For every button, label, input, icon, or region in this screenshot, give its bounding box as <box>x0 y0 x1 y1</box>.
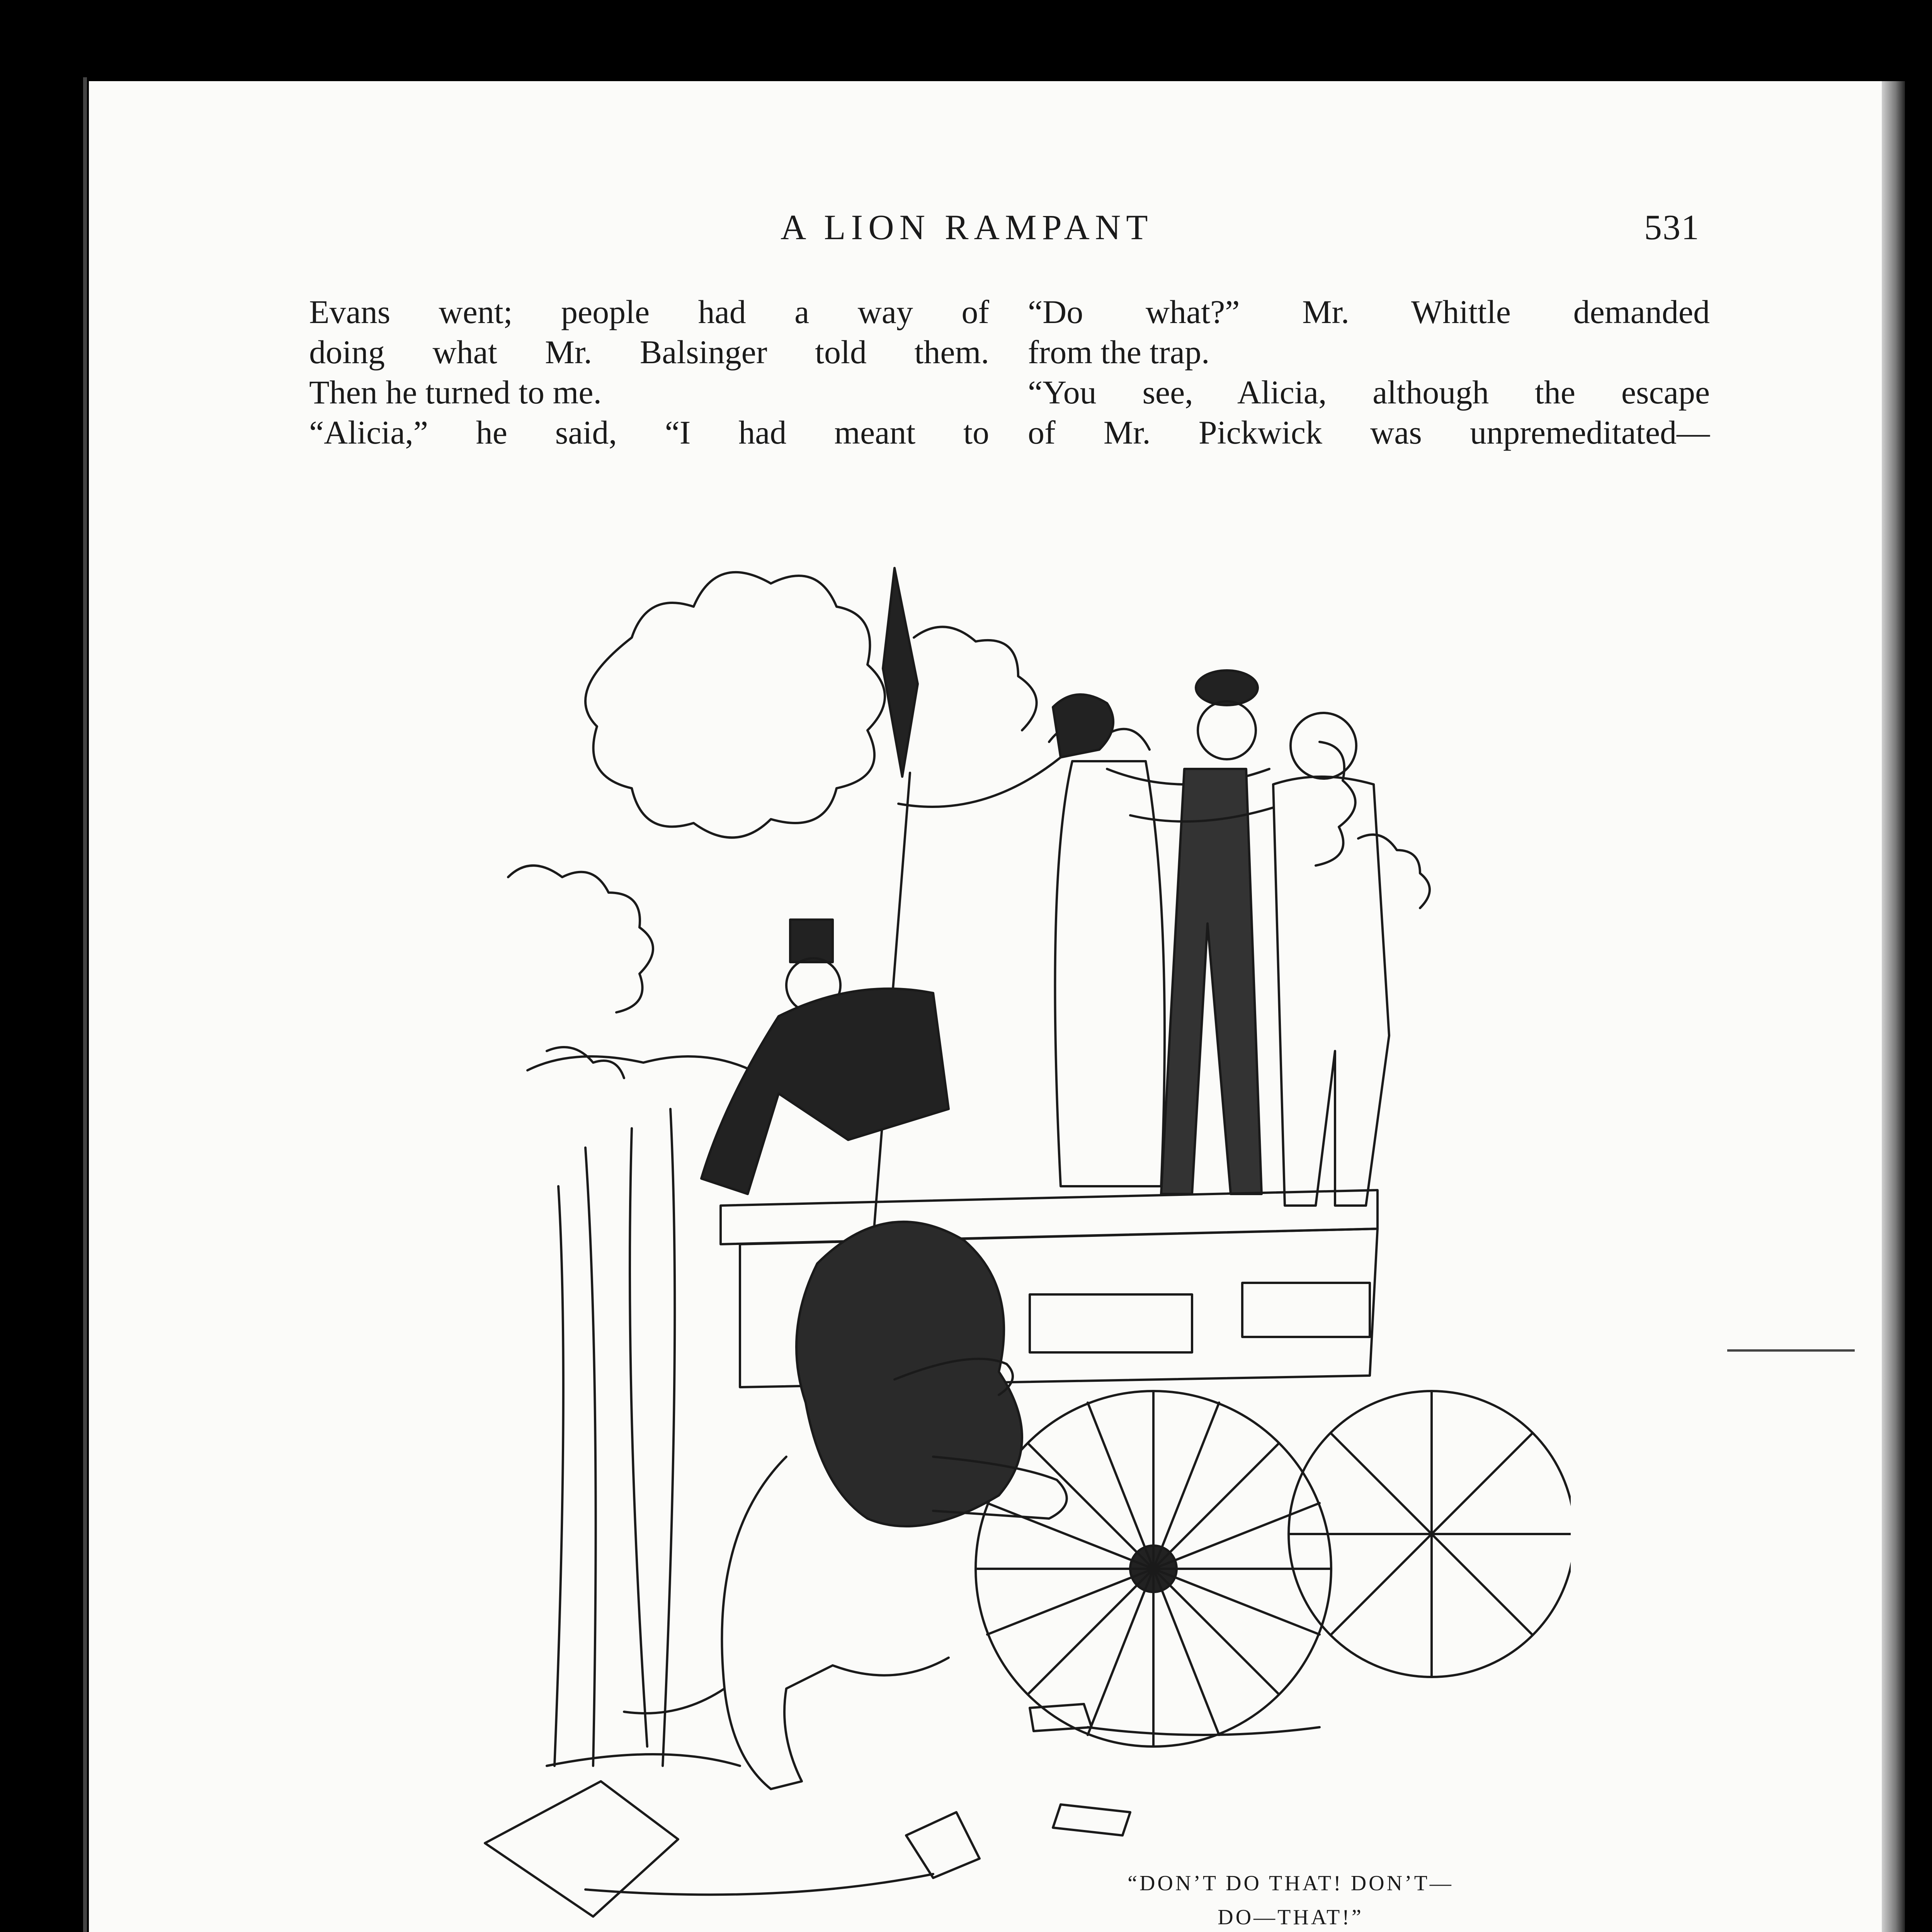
tree-trunk <box>554 1186 563 1766</box>
running-title: A LION RAMPANT <box>781 207 1153 247</box>
text-line: “Do what?” Mr. Whittle demanded <box>1028 293 1710 330</box>
man-in-top-hat <box>701 920 949 1194</box>
text-line: “You see, Alicia, although the escape <box>1028 374 1710 411</box>
man-in-bowler-hat <box>1161 670 1262 1194</box>
scan-background-left <box>0 0 83 1932</box>
ground-debris <box>485 1781 678 1917</box>
caption-line: “DON’T DO THAT! DON’T— <box>1128 1871 1454 1895</box>
text-line: “Alicia,” he said, “I had meant to <box>309 414 989 451</box>
margin-mark <box>1727 1349 1855 1352</box>
lion-attacking-trap-illustration <box>469 491 1571 1932</box>
illustration-caption <box>1059 1866 1522 1932</box>
smoke-cloud-lines <box>585 572 885 838</box>
text-column-top-left <box>309 292 989 452</box>
page-gutter-line <box>83 77 87 1932</box>
lion <box>624 1222 1067 1789</box>
page-number: 531 <box>1644 207 1700 247</box>
text-line: doing what Mr. Balsinger told them. <box>309 333 989 371</box>
text-line: Then he turned to me. <box>309 374 602 411</box>
caption-line: DO—THAT!” <box>1218 1905 1364 1929</box>
text-line: of Mr. Pickwick was unpremeditated— <box>1028 414 1710 451</box>
text-line: Evans went; people had a way of <box>309 293 989 330</box>
text-line: from the trap. <box>1028 333 1210 371</box>
text-column-top-right <box>1028 292 1710 452</box>
page-edge-shadow <box>1882 81 1905 1932</box>
